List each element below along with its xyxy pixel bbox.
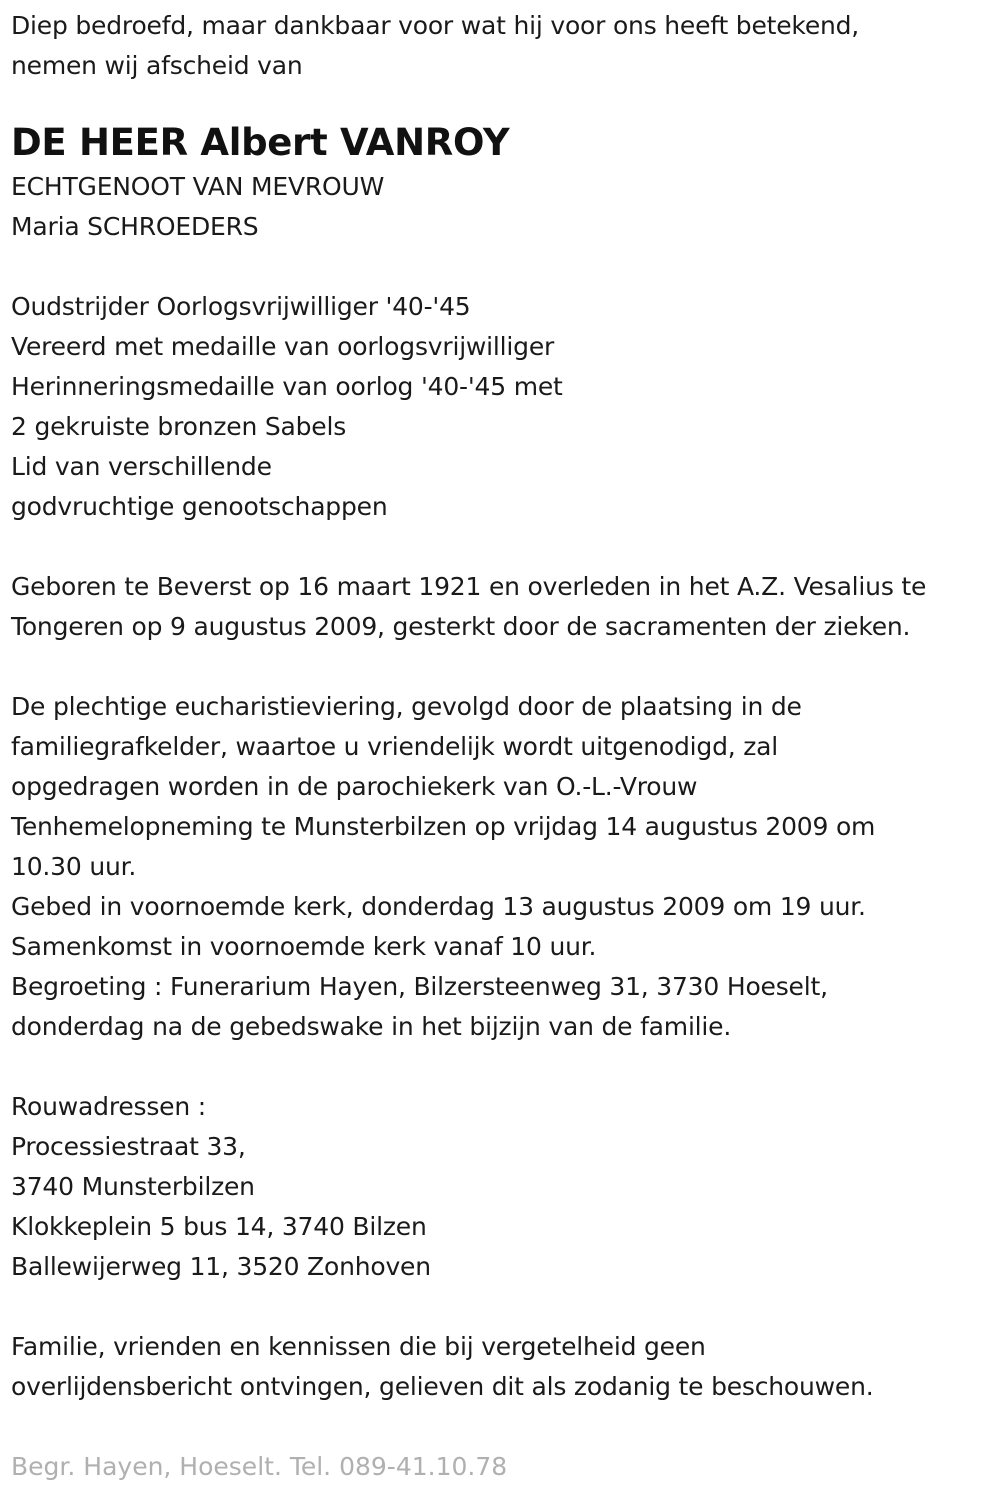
birth-death-line: Tongeren op 9 augustus 2009, gesterkt door de sacramenten der zieken. (11, 612, 911, 641)
closing-section (11, 1327, 1000, 1407)
spouse-line: ECHTGENOOT VAN MEVROUW (11, 172, 385, 201)
ceremony-line: opgedragen worden in de parochiekerk van O.-L.-Vrouw (11, 772, 698, 801)
ceremony-line: De plechtige eucharistieviering, gevolgd door de plaatsing in de (11, 692, 802, 721)
ceremony-line: Samenkomst in voornoemde kerk vanaf 10 uur. (11, 932, 597, 961)
intro-section (11, 6, 1000, 86)
addresses-heading: Rouwadressen : (11, 1092, 206, 1121)
intro-line: Diep bedroefd, maar dankbaar voor wat hij voor ons heeft betekend, (11, 11, 860, 40)
ceremony-line: Tenhemelopneming te Munsterbilzen op vrijdag 14 augustus 2009 om (11, 812, 876, 841)
ceremony-section (11, 687, 1000, 1047)
ceremony-line: familiegrafkelder, waartoe u vriendelijk wordt uitgenodigd, zal (11, 732, 779, 761)
spouse-section (11, 167, 1000, 247)
ceremony-line: Gebed in voornoemde kerk, donderdag 13 augustus 2009 om 19 uur. (11, 892, 866, 921)
address-line: 3740 Munsterbilzen (11, 1172, 255, 1201)
birth-death-line: Geboren te Beverst op 16 maart 1921 en overleden in het A.Z. Vesalius te (11, 572, 927, 601)
addresses-section (11, 1087, 1000, 1287)
deceased-name: DE HEER Albert VANROY (11, 121, 510, 164)
honours-line: Oudstrijder Oorlogsvrijwilliger '40-'45 (11, 292, 471, 321)
honours-line: 2 gekruiste bronzen Sabels (11, 412, 347, 441)
address-line: Processiestraat 33, (11, 1132, 246, 1161)
honours-section (11, 287, 1000, 527)
spouse-line: Maria SCHROEDERS (11, 212, 259, 241)
honours-line: Herinneringsmedaille van oorlog '40-'45 met (11, 372, 563, 401)
honours-line: Lid van verschillende (11, 452, 272, 481)
ceremony-line: 10.30 uur. (11, 852, 137, 881)
ceremony-line: Begroeting : Funerarium Hayen, Bilzersteenweg 31, 3730 Hoeselt, (11, 972, 828, 1001)
address-line: Klokkeplein 5 bus 14, 3740 Bilzen (11, 1212, 427, 1241)
address-line: Ballewijerweg 11, 3520 Zonhoven (11, 1252, 431, 1281)
honours-line: godvruchtige genootschappen (11, 492, 388, 521)
funeral-home-footer: Begr. Hayen, Hoeselt. Tel. 089-41.10.78 (11, 1452, 508, 1481)
intro-line: nemen wij afscheid van (11, 51, 303, 80)
honours-line: Vereerd met medaille van oorlogsvrijwilliger (11, 332, 555, 361)
closing-line: overlijdensbericht ontvingen, gelieven dit als zodanig te beschouwen. (11, 1372, 874, 1401)
birth-death-section (11, 567, 1000, 647)
ceremony-line: donderdag na de gebedswake in het bijzijn van de familie. (11, 1012, 732, 1041)
closing-line: Familie, vrienden en kennissen die bij vergetelheid geen (11, 1332, 706, 1361)
